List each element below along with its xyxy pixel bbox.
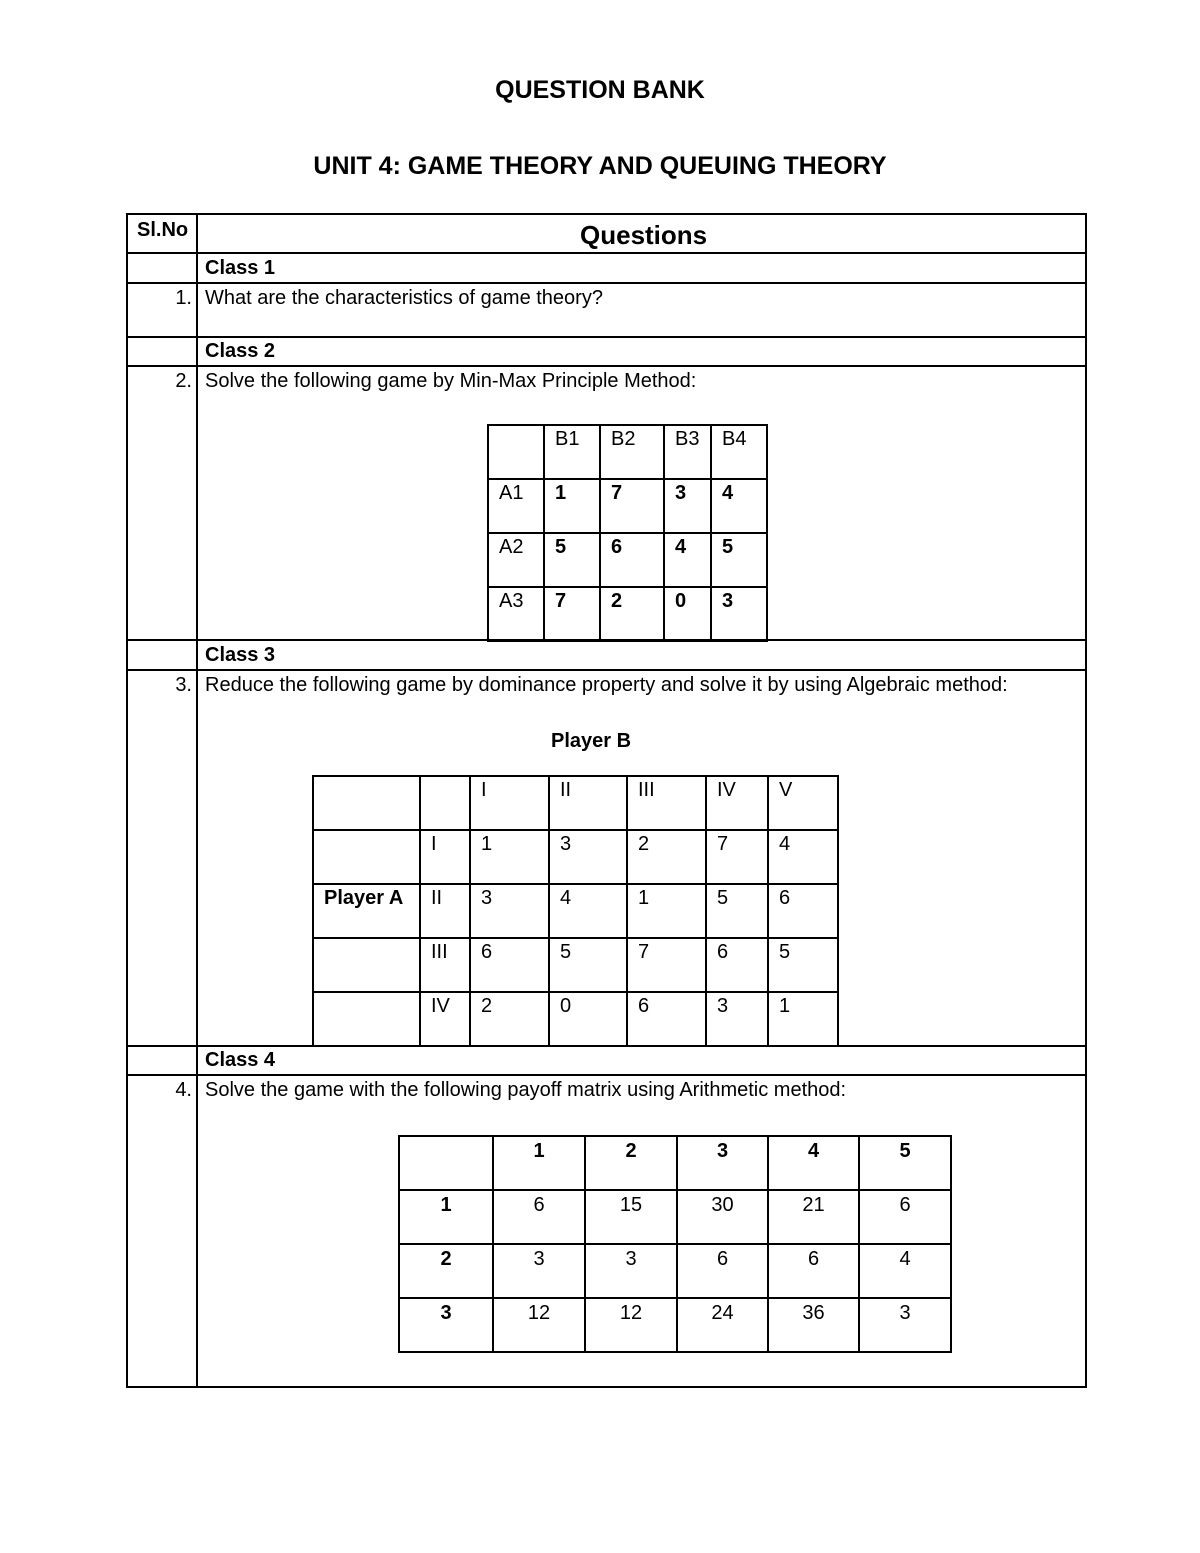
question-text: What are the characteristics of game theory? [205,287,603,309]
table-cell: 6 [706,938,768,992]
table-cell: 7 [706,830,768,884]
table-cell: 6 [768,884,838,938]
unit-title: UNIT 4: GAME THEORY AND QUEUING THEORY [313,152,887,180]
table-cell: A1 [488,479,544,533]
table-cell: B3 [664,425,711,479]
table-cell: 1 [470,830,549,884]
table-cell: II [420,884,470,938]
question-text: Solve the following game by Min-Max Principle Method: [205,370,697,392]
row-divider [126,365,1087,367]
table-cell: 3 [470,884,549,938]
table-cell [420,776,470,830]
page-title: QUESTION BANK [495,76,705,104]
payoff-matrix-3 [398,1135,952,1353]
table-row [313,776,838,830]
class-label: Class 4 [205,1049,276,1071]
table-cell: 4 [711,479,767,533]
class-label: Class 2 [205,340,276,362]
row-divider [126,336,1087,338]
question-text: Reduce the following game by dominance property and solve it by using Algebraic method: [205,674,1008,696]
table-cell: 3 [677,1136,768,1190]
table-cell: 1 [544,479,600,533]
table-cell: 3 [706,992,768,1046]
table-cell: 6 [470,938,549,992]
table-cell: 6 [859,1190,951,1244]
table-cell [488,425,544,479]
table-cell: 5 [549,938,627,992]
table-cell: 5 [706,884,768,938]
table-cell [399,1136,493,1190]
table-row [313,938,838,992]
table-cell: III [627,776,706,830]
question-text: Solve the game with the following payoff matrix using Arithmetic method: [205,1079,847,1101]
row-divider [126,669,1087,671]
table-row [488,587,767,641]
table-row [399,1298,951,1352]
table-row [313,884,838,938]
table-cell: II [549,776,627,830]
class-label: Class 1 [205,257,276,279]
table-row [399,1136,951,1190]
row-divider [126,1074,1087,1076]
question-number: 1. [175,287,192,309]
slno-header: Sl.No [137,219,189,241]
table-cell: A2 [488,533,544,587]
table-cell: 6 [677,1244,768,1298]
player-a-label: Player A [313,884,420,938]
row-divider [126,282,1087,284]
table-cell [313,938,420,992]
table-cell: I [470,776,549,830]
table-cell: 7 [544,587,600,641]
table-cell: 2 [600,587,664,641]
table-cell: 36 [768,1298,859,1352]
table-cell: 7 [600,479,664,533]
table-cell: V [768,776,838,830]
table-row [488,479,767,533]
table-cell: I [420,830,470,884]
table-cell: 30 [677,1190,768,1244]
table-row [488,533,767,587]
table-cell: 2 [627,830,706,884]
table-cell: 3 [664,479,711,533]
table-cell: 1 [399,1190,493,1244]
table-cell: 3 [859,1298,951,1352]
question-number: 2. [175,370,192,392]
table-cell: A3 [488,587,544,641]
table-cell: 3 [493,1244,585,1298]
questions-header: Questions [580,220,708,250]
table-cell: 4 [859,1244,951,1298]
row-divider [126,252,1087,254]
table-cell: B2 [600,425,664,479]
table-cell: 6 [627,992,706,1046]
table-cell: 24 [677,1298,768,1352]
table-cell: 2 [399,1244,493,1298]
class-label: Class 3 [205,644,276,666]
table-cell: 6 [493,1190,585,1244]
table-cell: 1 [627,884,706,938]
table-cell: 0 [549,992,627,1046]
table-cell: 4 [549,884,627,938]
table-cell: B1 [544,425,600,479]
table-cell: 5 [711,533,767,587]
question-number: 3. [175,674,192,696]
table-cell: 4 [768,830,838,884]
table-row [313,830,838,884]
table-cell: 3 [399,1298,493,1352]
table-cell: 12 [585,1298,677,1352]
table-cell: 2 [470,992,549,1046]
table-cell [313,992,420,1046]
table-row [313,992,838,1046]
table-cell: 7 [627,938,706,992]
table-cell: 1 [768,992,838,1046]
table-cell: IV [706,776,768,830]
table-cell: 6 [768,1244,859,1298]
table-cell: 4 [664,533,711,587]
table-cell: III [420,938,470,992]
table-cell [313,830,420,884]
table-cell: 1 [493,1136,585,1190]
table-cell: 5 [544,533,600,587]
payoff-matrix-1 [487,424,768,642]
table-row [399,1244,951,1298]
table-cell: 3 [585,1244,677,1298]
table-cell: B4 [711,425,767,479]
table-row [488,425,767,479]
table-cell: 6 [600,533,664,587]
table-row [399,1190,951,1244]
table-cell: 12 [493,1298,585,1352]
table-cell: 3 [711,587,767,641]
table-cell: 0 [664,587,711,641]
table-cell: 21 [768,1190,859,1244]
table-cell: IV [420,992,470,1046]
table-cell: 4 [768,1136,859,1190]
table-cell: 15 [585,1190,677,1244]
table-cell: 5 [859,1136,951,1190]
question-number: 4. [175,1079,192,1101]
payoff-matrix-2 [312,775,839,1047]
player-b-label: Player B [551,730,632,752]
table-cell: 2 [585,1136,677,1190]
table-cell [313,776,420,830]
table-cell: 5 [768,938,838,992]
table-cell: 3 [549,830,627,884]
column-divider [196,213,198,1388]
